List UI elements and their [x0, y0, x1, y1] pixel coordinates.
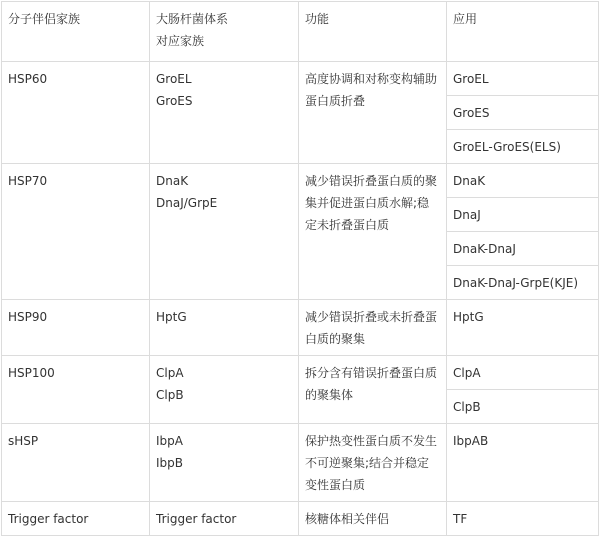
family-cell: HSP100 — [2, 356, 150, 424]
chaperone-table-container — [1, 1, 598, 536]
ecoli-cell: Trigger factor — [150, 502, 299, 536]
header-function: 功能 — [299, 2, 447, 62]
application-cell: DnaK-DnaJ — [447, 232, 599, 266]
function-cell: 拆分含有错误折叠蛋白质的聚集体 — [299, 356, 447, 424]
header-application: 应用 — [447, 2, 599, 62]
ecoli-cell: ClpA ClpB — [150, 356, 299, 424]
function-cell: 核糖体相关伴侣 — [299, 502, 447, 536]
table-row — [2, 62, 599, 96]
application-cell: GroEL-GroES(ELS) — [447, 130, 599, 164]
ecoli-cell: DnaK DnaJ/GrpE — [150, 164, 299, 300]
application-cell: DnaK — [447, 164, 599, 198]
table-row — [2, 164, 599, 198]
table-row — [2, 300, 599, 356]
application-cell: TF — [447, 502, 599, 536]
header-ecoli: 大肠杆菌体系 对应家族 — [150, 2, 299, 62]
header-family: 分子伴侣家族 — [2, 2, 150, 62]
family-cell: sHSP — [2, 424, 150, 502]
function-cell: 保护热变性蛋白质不发生不可逆聚集;结合并稳定变性蛋白质 — [299, 424, 447, 502]
ecoli-cell: HptG — [150, 300, 299, 356]
chaperone-table — [1, 1, 599, 536]
application-cell: IbpAB — [447, 424, 599, 502]
table-row — [2, 502, 599, 536]
family-cell: HSP90 — [2, 300, 150, 356]
application-cell: ClpA — [447, 356, 599, 390]
table-row — [2, 424, 599, 502]
family-cell: Trigger factor — [2, 502, 150, 536]
application-cell: DnaK-DnaJ-GrpE(KJE) — [447, 266, 599, 300]
function-cell: 减少错误折叠或未折叠蛋白质的聚集 — [299, 300, 447, 356]
function-cell: 高度协调和对称变构辅助蛋白质折叠 — [299, 62, 447, 164]
application-cell: GroEL — [447, 62, 599, 96]
application-cell: HptG — [447, 300, 599, 356]
family-cell: HSP60 — [2, 62, 150, 164]
family-cell: HSP70 — [2, 164, 150, 300]
application-cell: ClpB — [447, 390, 599, 424]
ecoli-cell: IbpA IbpB — [150, 424, 299, 502]
application-cell: GroES — [447, 96, 599, 130]
table-row — [2, 356, 599, 390]
header-row — [2, 2, 599, 62]
application-cell: DnaJ — [447, 198, 599, 232]
ecoli-cell: GroEL GroES — [150, 62, 299, 164]
function-cell: 减少错误折叠蛋白质的聚集并促进蛋白质水解;稳定未折叠蛋白质 — [299, 164, 447, 300]
